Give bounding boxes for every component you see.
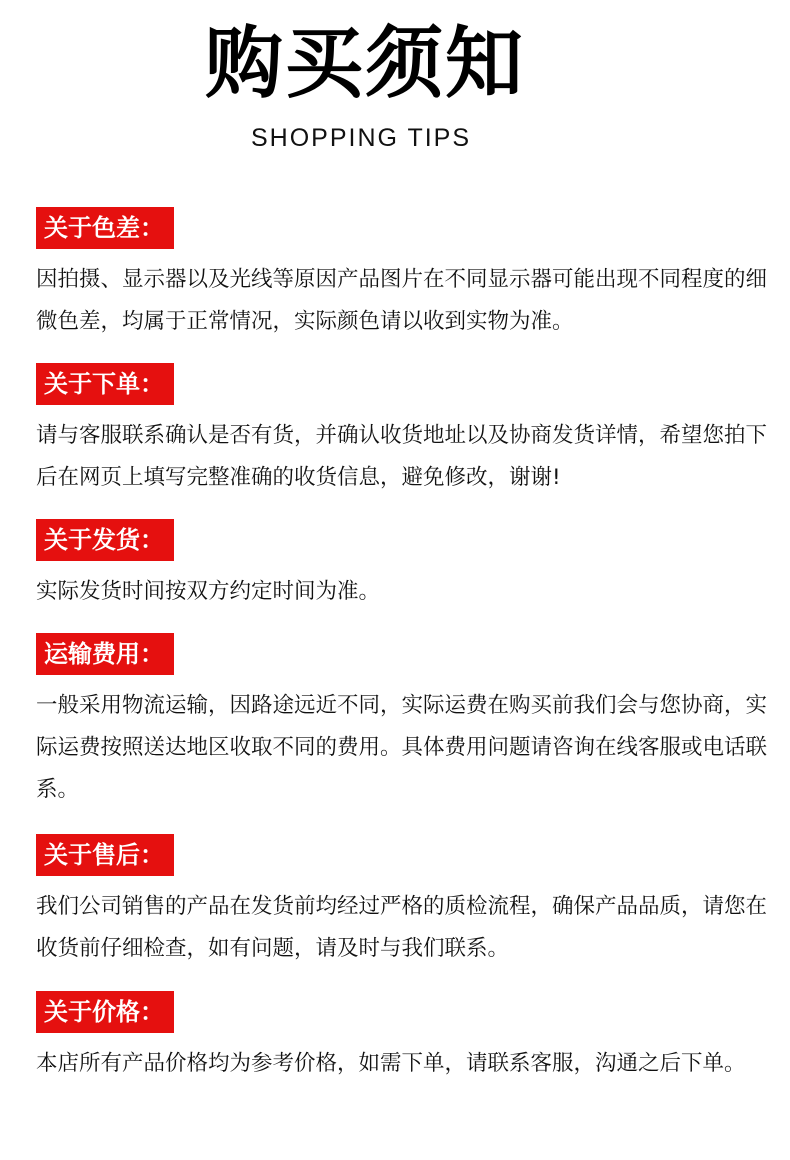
section-after-sales [36,834,770,970]
section-text: 本店所有产品价格均为参考价格，如需下单，请联系客服，沟通之后下单。 [36,1051,746,1076]
section-color-difference [36,207,770,343]
section-label: 关于色差： [36,207,174,249]
section-price [36,991,770,1085]
section-text: 请与客服联系确认是否有货，并确认收货地址以及协商发货详情，希望您拍下后在网页上填写完整准确的收货信息，避免修改，谢谢! [36,423,768,490]
section-text: 实际发货时间按双方约定时间为准。 [36,579,381,604]
section-shipping [36,519,770,613]
section-label: 关于售后： [36,834,174,876]
section-label: 关于价格： [36,991,174,1033]
section-text: 我们公司销售的产品在发货前均经过严格的质检流程，确保产品品质，请您在收货前仔细检查，如有问题，请及时与我们联系。 [36,894,768,961]
page-title: 购买须知 [204,19,525,109]
section-text: 一般采用物流运输，因路途远近不同，实际运费在购买前我们会与您协商，实际运费按照送达地区收取不同的费用。具体费用问题请咨询在线客服或电话联系。 [36,693,768,802]
section-text: 因拍摄、显示器以及光线等原因产品图片在不同显示器可能出现不同程度的细微色差，均属于正常情况，实际颜色请以收到实物为准。 [36,267,768,334]
page-subtitle: SHOPPING TIPS [250,124,472,152]
section-label: 关于下单： [36,363,174,405]
section-label: 运输费用： [36,633,174,675]
section-label: 关于发货： [36,519,174,561]
section-freight-cost [36,633,770,811]
section-ordering [36,363,770,499]
